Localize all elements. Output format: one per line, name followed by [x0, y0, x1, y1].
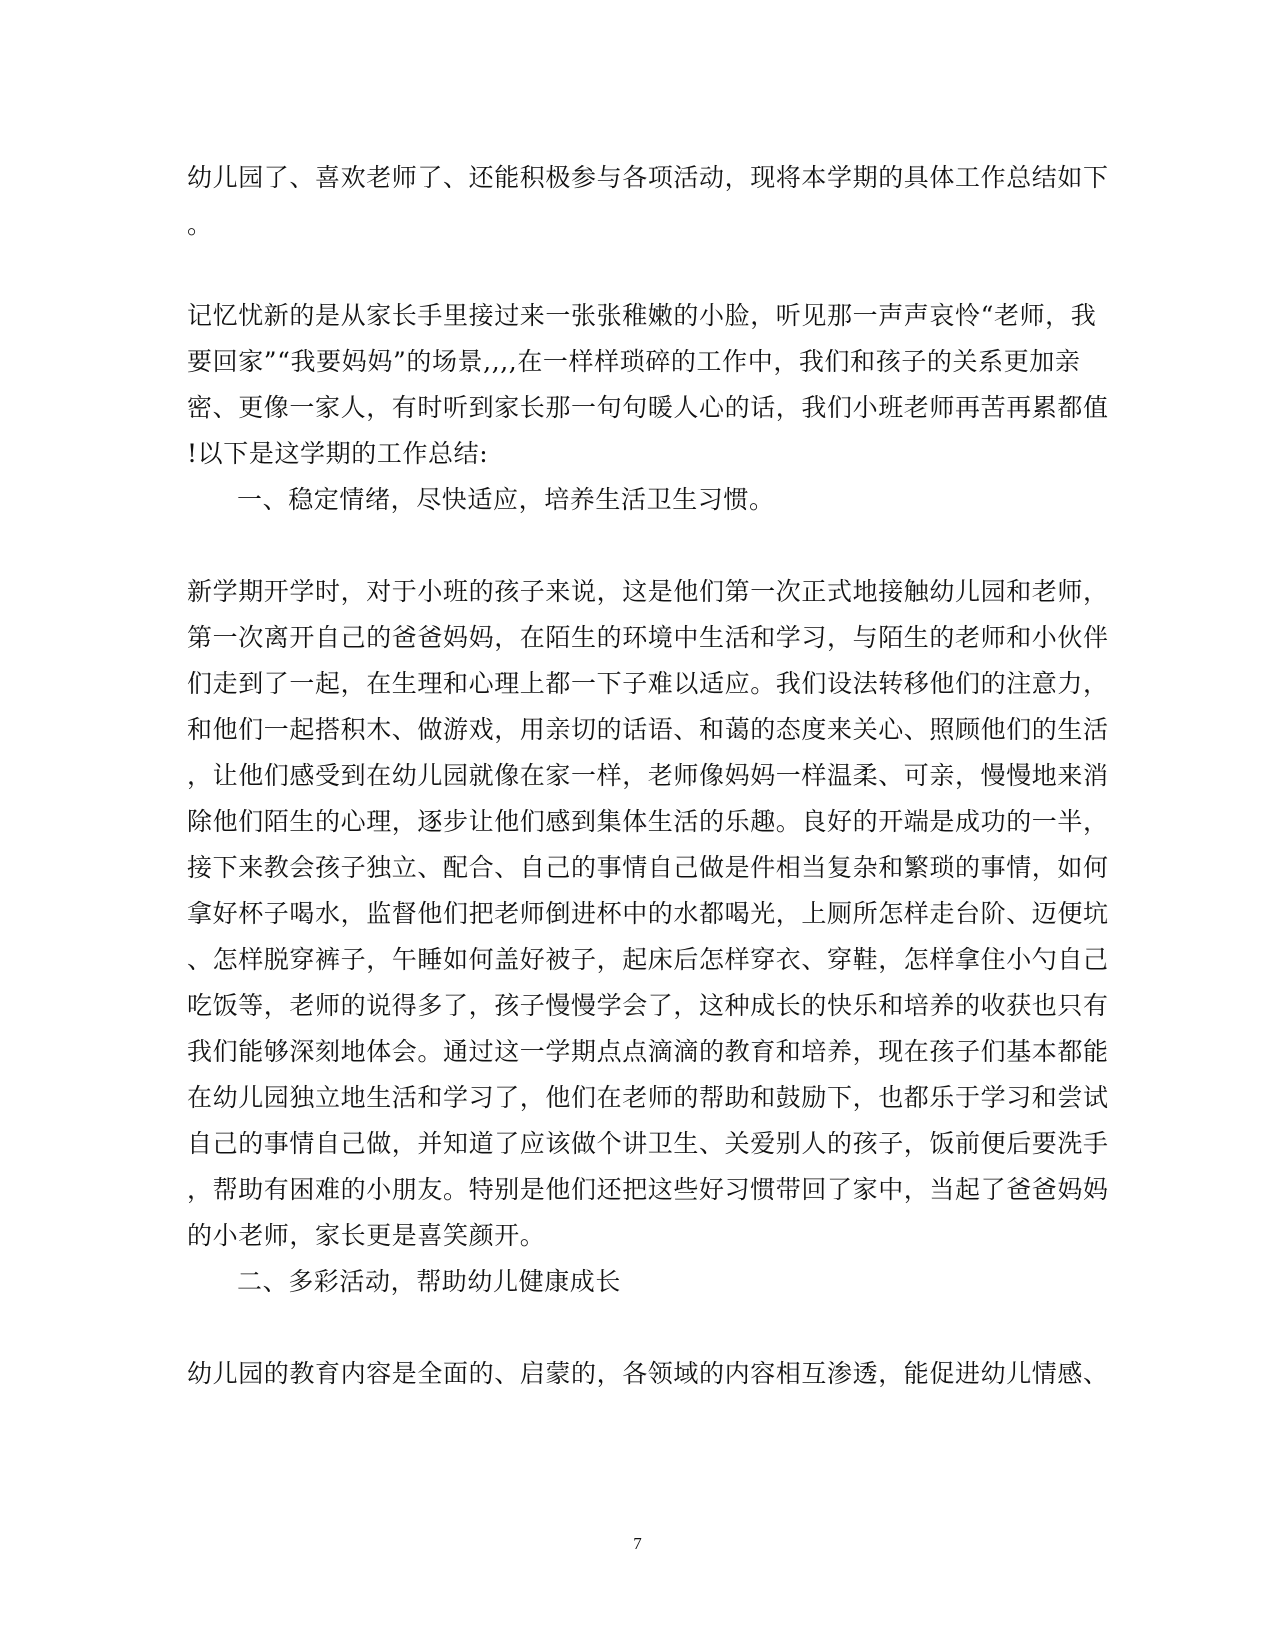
text-line: 幼儿园的教育内容是全面的、启蒙的，各领域的内容相互渗透，能促进幼儿情感、 — [187, 1359, 1109, 1388]
text-line: ，帮助有困难的小朋友。特别是他们还把这些好习惯带回了家中，当起了爸爸妈妈 — [187, 1175, 1109, 1204]
text-line: ，让他们感受到在幼儿园就像在家一样，老师像妈妈一样温柔、可亲，慢慢地来消 — [187, 761, 1109, 790]
text-line: 接下来教会孩子独立、配合、自己的事情自己做是件相当复杂和繁琐的事情，如何 — [187, 853, 1109, 882]
text-line: 。 — [187, 210, 213, 239]
text-line: 和他们一起搭积木、做游戏，用亲切的话语、和蔼的态度来关心、照顾他们的生活 — [187, 715, 1109, 744]
text-line: 记忆忧新的是从家长手里接过来一张张稚嫩的小脸，听见那一声声哀怜“老师，我 — [187, 301, 1097, 330]
text-line: 吃饭等，老师的说得多了，孩子慢慢学会了，这种成长的快乐和培养的收获也只有 — [187, 991, 1109, 1020]
text-line: 、怎样脱穿裤子，午睡如何盖好被子，起床后怎样穿衣、穿鞋，怎样拿住小勺自己 — [187, 945, 1109, 974]
text-line: 密、更像一家人，有时听到家长那一句句暖人心的话，我们小班老师再苦再累都值 — [187, 393, 1109, 422]
page-number: 7 — [633, 1534, 642, 1553]
text-line: !以下是这学期的工作总结: — [187, 439, 489, 468]
text-line: 我们能够深刻地体会。通过这一学期点点滴滴的教育和培养，现在孩子们基本都能 — [187, 1037, 1109, 1066]
section-heading: 二、多彩活动，帮助幼儿健康成长 — [237, 1267, 622, 1296]
text-line: 新学期开学时，对于小班的孩子来说，这是他们第一次正式地接触幼儿园和老师， — [187, 577, 1109, 606]
section-heading: 一、稳定情绪，尽快适应，培养生活卫生习惯。 — [237, 485, 775, 514]
text-line: 第一次离开自己的爸爸妈妈，在陌生的环境中生活和学习，与陌生的老师和小伙伴 — [187, 623, 1109, 652]
text-line: 的小老师，家长更是喜笑颜开。 — [187, 1221, 546, 1250]
text-line: 幼儿园了、喜欢老师了、还能积极参与各项活动，现将本学期的具体工作总结如下 — [187, 163, 1109, 192]
text-line: 要回家”“我要妈妈”的场景,,,,在一样样琐碎的工作中，我们和孩子的关系更加亲 — [187, 347, 1081, 376]
text-line: 拿好杯子喝水，监督他们把老师倒进杯中的水都喝光，上厕所怎样走台阶、迈便坑 — [187, 899, 1109, 928]
text-line: 自己的事情自己做，并知道了应该做个讲卫生、关爱别人的孩子，饭前便后要洗手 — [187, 1129, 1109, 1158]
text-line: 在幼儿园独立地生活和学习了，他们在老师的帮助和鼓励下，也都乐于学习和尝试 — [187, 1083, 1109, 1112]
text-line: 除他们陌生的心理，逐步让他们感到集体生活的乐趣。良好的开端是成功的一半， — [187, 807, 1109, 836]
text-line: 们走到了一起，在生理和心理上都一下子难以适应。我们设法转移他们的注意力， — [187, 669, 1109, 698]
